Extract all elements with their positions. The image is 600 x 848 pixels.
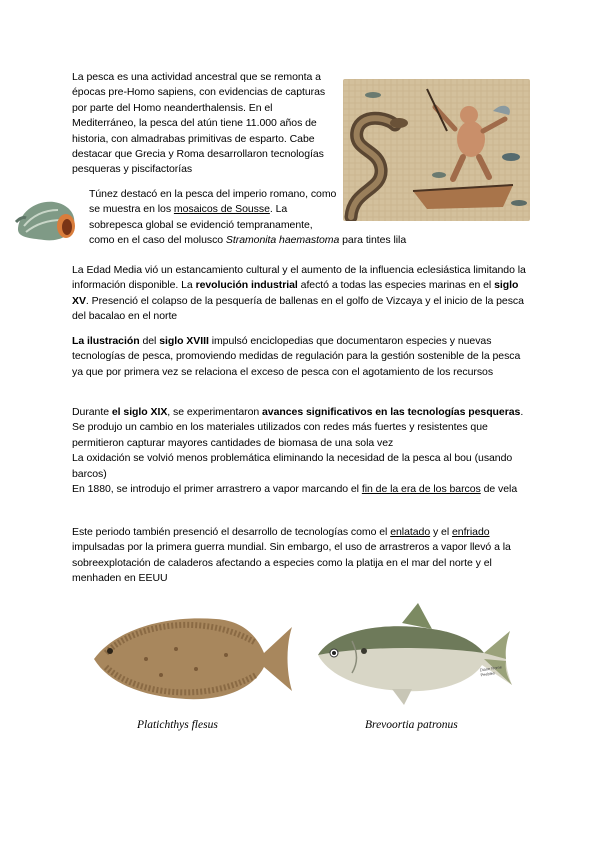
tunez-paragraph	[89, 187, 339, 233]
xix-line-1	[72, 405, 532, 451]
ilustracion-paragraph	[72, 334, 532, 380]
bold-term: siglo XVIII	[159, 335, 209, 347]
text-span: . Se produjo un cambio en los materiales utilizados con redes más fuertes y resistentes que permitieron capturar mayores cantidades de biomasa de una sola vez	[72, 406, 524, 449]
bold-term: el siglo XIX	[111, 406, 168, 418]
enlatado-paragraph	[72, 525, 532, 587]
text-span: impulsó enciclopedias que documentaron especies y nuevas tecnologías de pesca, promoviendo medidas de regulación para la gestión sostenible de la pesca ya que por primera vez se relaciona el exceso de pesca con el agotamiento de los recursos	[72, 335, 521, 378]
bold-term: siglo XV	[72, 279, 519, 307]
caption-platichthys-flesus: Platichthys flesus	[137, 719, 218, 731]
text-span: de vela	[480, 483, 518, 496]
text-span: impulsadas por la primera guerra mundial. Sin embargo, el uso de arrastreros a vapor llevó a la sobreexplotación de caladeros afectando a especies como la platija en el mar del norte y el menhaden en EEUU	[72, 541, 511, 585]
intro-paragraph: La pesca es una actividad ancestral que se remonta a épocas pre-Homo sapiens, con evidencias de capturas por parte del Homo neanderthalensis. En el Mediterráneo, la pesca del atún tiene 11.000 años de historia, con almadrabas primitivas de esparto. Cabe destacar que Grecia y Roma desarrollaron tecnologías pesqueras y piscifactorías	[72, 71, 326, 176]
species-name: Stramonita haemastoma	[225, 234, 340, 246]
link-enlatado[interactable]: enlatado	[390, 526, 431, 538]
menhaden-illustration	[312, 601, 515, 716]
siglo-xix-paragraph	[72, 405, 532, 497]
bold-term: avances significativos en las tecnologías pesqueras	[262, 406, 521, 418]
text-span: Este periodo también presenció el desarrollo de tecnologías como el	[72, 526, 391, 538]
sea-snail-shell-image	[14, 192, 80, 246]
text-span: del	[139, 335, 160, 347]
text-span: . Presenció el colapso de la pesquería de ballenas en el golfo de Vizcaya y el inicio de la pesca del bacalao en el norte	[72, 294, 524, 323]
link-enfriado[interactable]: enfriado	[451, 526, 490, 538]
text-span: . La sobrepesca global se evidenció tempranamente,	[89, 203, 313, 231]
flounder-illustration	[86, 609, 298, 707]
text-span: para tintes lila	[339, 234, 407, 246]
text-span: y el	[430, 526, 452, 538]
roman-mosaic-image	[343, 79, 530, 221]
text-span: , se experimentaron	[167, 406, 263, 418]
text-span: afectó a todas las especies marinas en el	[297, 279, 495, 292]
bold-term: La ilustración	[72, 335, 140, 347]
text-span: Durante	[72, 406, 112, 418]
bold-term: revolución industrial	[195, 279, 298, 292]
text-span: En 1880, se introdujo el primer arrastrero a vapor marcando el	[72, 483, 362, 496]
caption-brevoortia-patronus: Brevoortia patronus	[365, 719, 458, 731]
text-span: Túnez destacó en la pesca del imperio romano, como se muestra en los	[89, 188, 337, 216]
link-mosaicos-de-sousse[interactable]: mosaicos de Sousse	[173, 203, 270, 216]
xix-line-3	[72, 482, 532, 497]
artist-signature: Diane Rome Peebles	[479, 664, 503, 678]
link-fin-de-la-era-de-los-barcos[interactable]: fin de la era de los barcos	[361, 483, 481, 496]
xix-line-2: La oxidación se volvió menos problemática eliminando la necesidad de la pesca al bou (usando barcos)	[72, 452, 513, 480]
medieval-paragraph	[72, 263, 532, 325]
text-span: La Edad Media vió un estancamiento cultural y el aumento de la influencia eclesiástica limitando la información disponible. La	[72, 264, 526, 292]
text-span: como en el caso del molusco	[89, 234, 226, 246]
tunez-paragraph-tail	[89, 233, 549, 248]
